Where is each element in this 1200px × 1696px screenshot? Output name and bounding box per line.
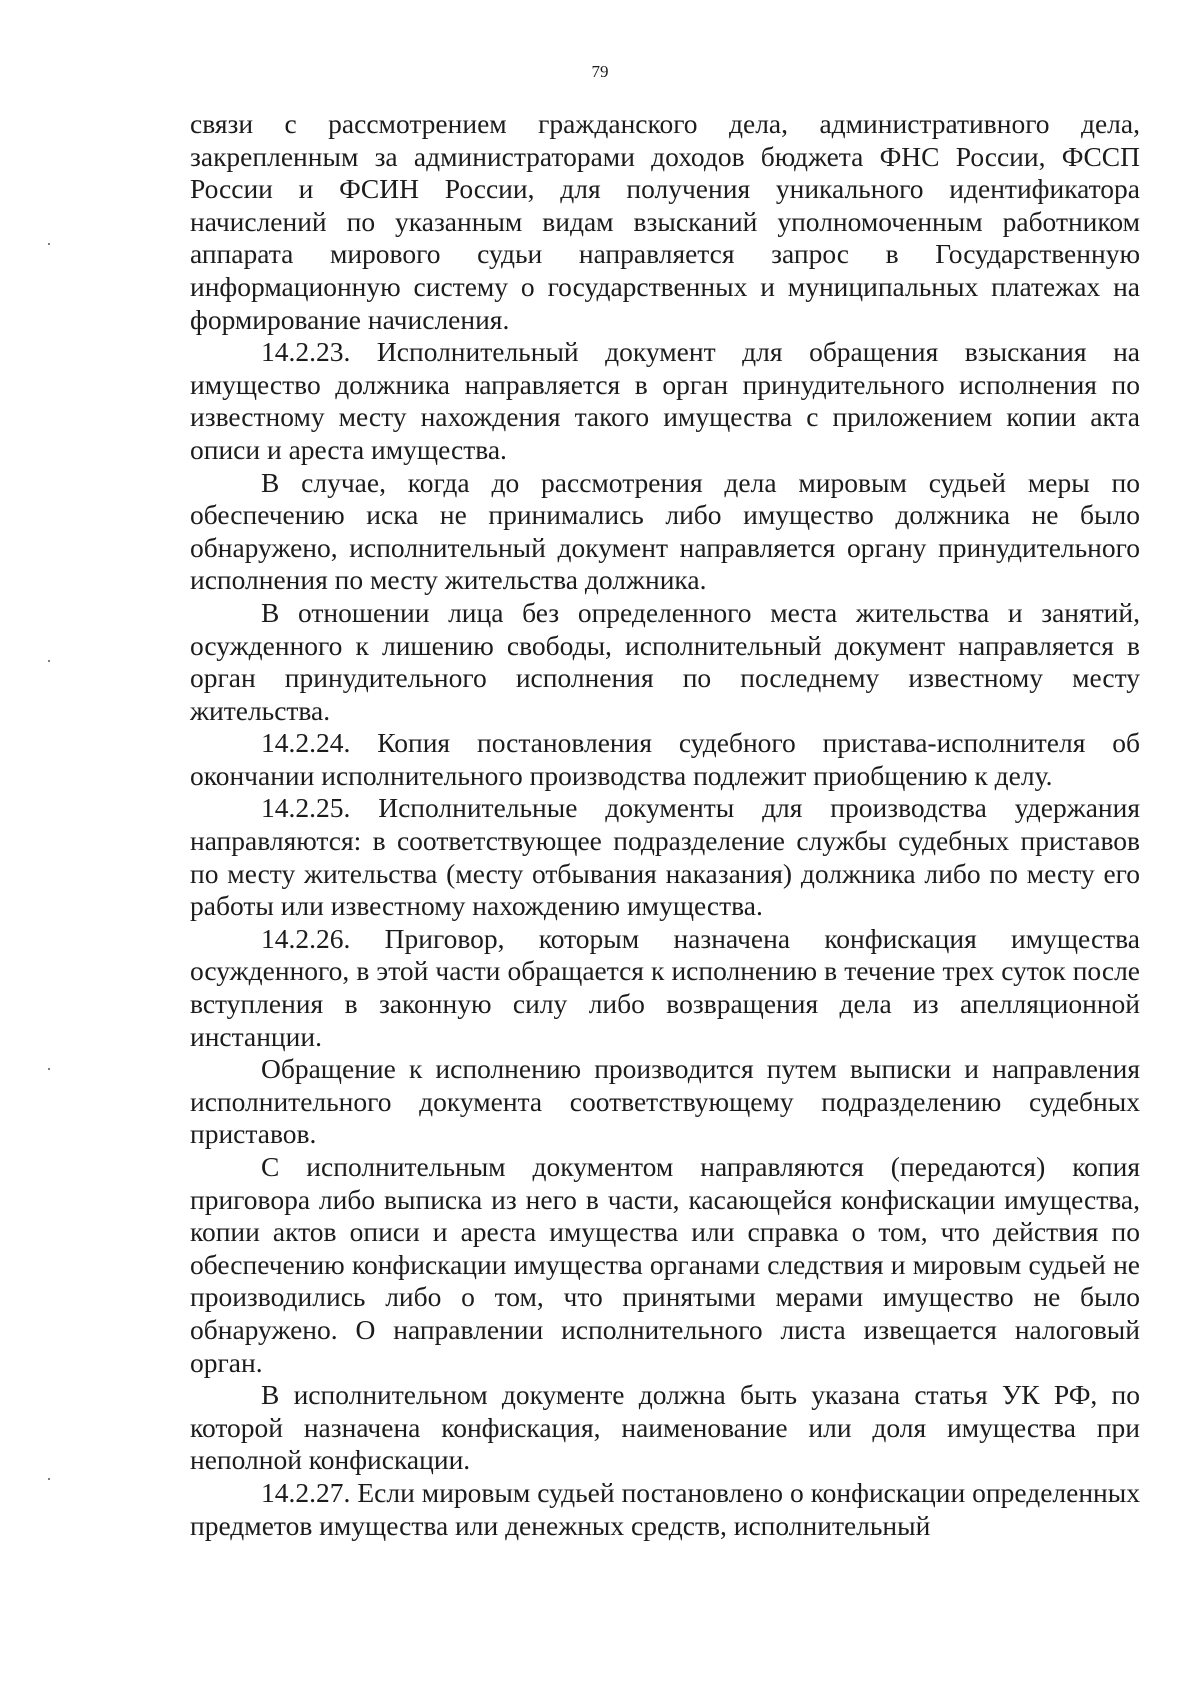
- scan-mark: [48, 660, 50, 662]
- page-number: 79: [591, 62, 609, 81]
- scan-mark: [48, 1478, 50, 1480]
- document-body: [190, 108, 1140, 1542]
- scan-mark: [48, 1068, 50, 1070]
- paragraph-14-2-26: 14.2.26. Приговор, которым назначена конфискация имущества осужденного, в этой части обращается к исполнению в течение трех суток после вступления в законную силу либо возвращения дела из апелляционной инстанции.: [190, 922, 1140, 1052]
- paragraph-14-2-24: 14.2.24. Копия постановления судебного пристава-исполнителя об окончании исполнительного производства подлежит приобщению к делу.: [190, 727, 1140, 791]
- paragraph-continuation: связи с рассмотрением гражданского дела, административного дела, закрепленным за администраторами доходов бюджета ФНС России, ФССП России и ФСИН России, для получения уникального идентификатора начислений по указанным видам взысканий уполномоченным работником аппарата мирового судьи направляется запрос в Государственную информационную систему о государственных и муниципальных платежах на формирование начисления.: [190, 108, 1140, 335]
- paragraph-execution-procedure: Обращение к исполнению производится путем выписки и направления исполнительного документа соответствующему подразделению судебных приставов.: [190, 1053, 1140, 1150]
- paragraph-14-2-23: 14.2.23. Исполнительный документ для обращения взыскания на имущество должника направляется в орган принудительного исполнения по известному месту нахождения такого имущества с приложением копии акта описи и ареста имущества.: [190, 336, 1140, 465]
- paragraph-attached-documents: С исполнительным документом направляются (передаются) копия приговора либо выписка из него в части, касающейся конфискации имущества, копии актов описи и ареста имущества или справка о том, что действия по обеспечению конфискации имущества органами следствия и мировым судьей не производились либо о том, что принятыми мерами имущество не было обнаружено. О направлении исполнительного листа извещается налоговый орган.: [190, 1151, 1140, 1378]
- paragraph-criminal-code-article: В исполнительном документе должна быть указана статья УК РФ, по которой назначена конфискация, наименование или доля имущества при неполной конфискации.: [190, 1379, 1140, 1476]
- paragraph-14-2-25: 14.2.25. Исполнительные документы для производства удержания направляются: в соответствующее подразделение службы судебных приставов по месту жительства (месту отбывания наказания) должника либо по месту его работы или известному нахождению имущества.: [190, 792, 1140, 922]
- scan-mark: [48, 243, 50, 245]
- paragraph-no-fixed-residence: В отношении лица без определенного места жительства и занятий, осужденного к лишению свободы, исполнительный документ направляется в орган принудительного исполнения по последнему известному месту жительства.: [190, 596, 1140, 726]
- paragraph-14-2-27: 14.2.27. Если мировым судьей постановлено о конфискации определенных предметов имущества или денежных средств, исполнительный: [190, 1476, 1140, 1541]
- paragraph-no-security-measures: В случае, когда до рассмотрения дела мировым судьей меры по обеспечению иска не принимались либо имущество должника не было обнаружено, исполнительный документ направляется органу принудительного исполнения по месту жительства должника.: [190, 466, 1140, 596]
